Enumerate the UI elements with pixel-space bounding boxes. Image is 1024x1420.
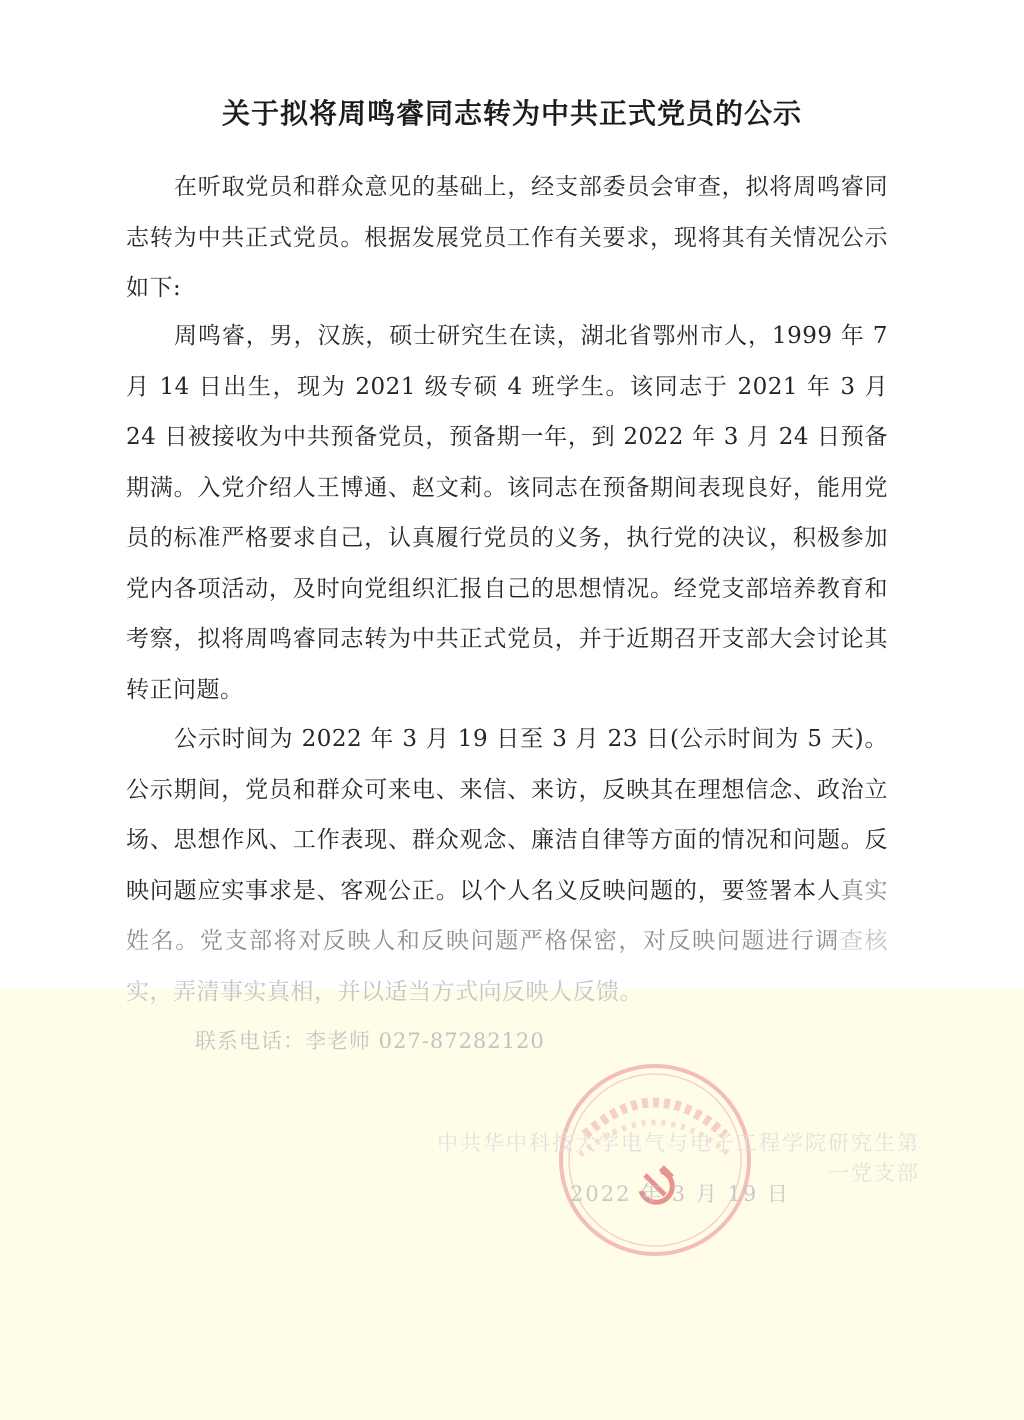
paragraph-intro: 在听取党员和群众意见的基础上，经支部委员会审查，拟将周鸣睿同志转为中共正式党员。根据发展党员工作有关要求，现将其有关情况公示如下:	[126, 174, 888, 301]
contact-phone: 联系电话：李老师 027-87282120	[195, 1029, 545, 1053]
signer-organization: 中共华中科技大学电气与电子工程学院研究生第一党支部	[437, 1131, 920, 1185]
notice-text-very-faded: 查核实，弄清事实真相，并以适当方式向反映人反馈。	[126, 928, 889, 1005]
paragraph-notice	[126, 714, 888, 1017]
signing-date: 2022 年 3 月 19 日	[570, 1182, 790, 1206]
notice-text-faded: 真实姓名。党支部将对反映人和反映问题严格保密，对反映问题进行调	[126, 877, 889, 954]
document-title: 关于拟将周鸣睿同志转为中共正式党员的公示	[221, 97, 802, 130]
notice-text: 公示时间为 2022 年 3 月 19 日至 3 月 23 日(公示时间为 5 天)。公示期间，党员和群众可来电、来信、来访，反映其在理想信念、政治立场、思想作风、工作表现、群众观念、廉洁自律等方面的情况和问题。反映问题应实事求是、客观公正。以个人名义反映问题的，要签署本人	[126, 726, 888, 904]
paragraph-candidate-info: 周鸣睿，男，汉族，硕士研究生在读，湖北省鄂州市人，1999 年 7 月 14 日出生，现为 2021 级专硕 4 班学生。该同志于 2021 年 3 月 24 日被接收为中共预备党员，预备期一年，到 2022 年 3 月 24 日预备期满。入党介绍人王博通、赵文莉。该同志在预备期间表现良好，能用党员的标准严格要求自己，认真履行党员的义务，执行党的决议，积极参加党内各项活动，及时向党组织汇报自己的思想情况。经党支部培养教育和考察，拟将周鸣睿同志转为中共正式党员，并于近期召开支部大会讨论其转正问题。	[126, 323, 888, 703]
